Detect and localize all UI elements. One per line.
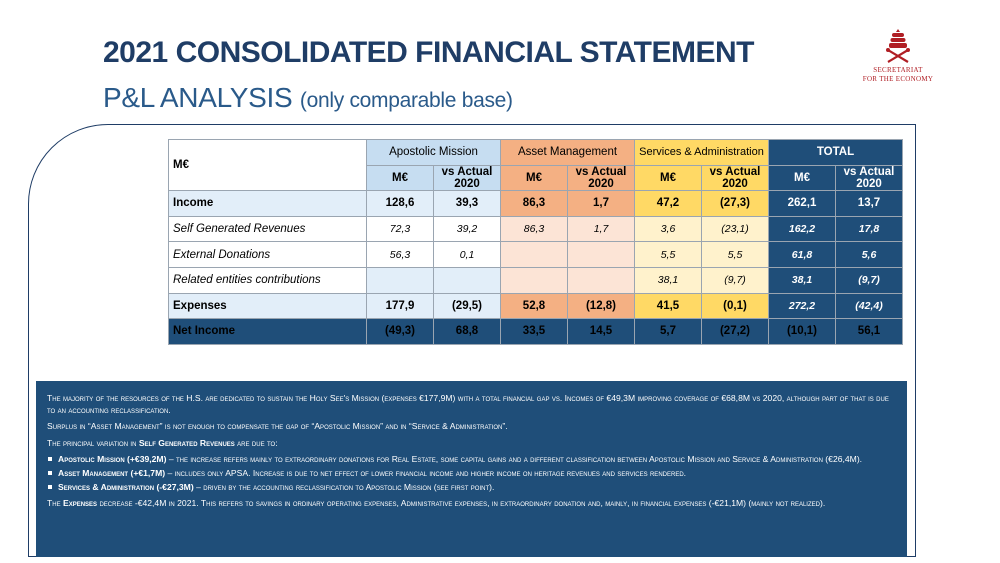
cell: 47,2 xyxy=(635,191,702,217)
cell: 162,2 xyxy=(769,216,836,242)
note-text: The principal variation in xyxy=(47,437,139,448)
cell: 33,5 xyxy=(501,319,568,345)
col-asset-vs: vs Actual 2020 xyxy=(568,165,635,191)
cell: 61,8 xyxy=(769,242,836,268)
page-subtitle xyxy=(103,82,513,114)
note-text: – includes only APSA. Increase is due to net effect of lower financial income and higher income on heritage revenues and services rendered. xyxy=(165,468,687,479)
cell: 56,1 xyxy=(836,319,903,345)
cell: (9,7) xyxy=(836,267,903,293)
corner-label: M€ xyxy=(169,140,367,191)
cell: 17,8 xyxy=(836,216,903,242)
table-row xyxy=(169,293,903,319)
cell: 41,5 xyxy=(635,293,702,319)
group-total: TOTAL xyxy=(769,140,903,166)
cell: 39,2 xyxy=(434,216,501,242)
cell: (27,2) xyxy=(702,319,769,345)
cell: 86,3 xyxy=(501,216,568,242)
cell: 39,3 xyxy=(434,191,501,217)
cell: 272,2 xyxy=(769,293,836,319)
papal-tiara-keys-emblem-icon xyxy=(883,28,913,64)
cell: 68,8 xyxy=(434,319,501,345)
cell xyxy=(501,242,568,268)
cell: (29,5) xyxy=(434,293,501,319)
cell: 5,6 xyxy=(836,242,903,268)
subtitle-note: (only comparable base) xyxy=(299,89,513,112)
cell: 1,7 xyxy=(568,191,635,217)
note-paragraph: Surplus in “Asset Management” is not enough to compensate the gap of “Apostolic Mission” and in “Service & Administration”. xyxy=(47,421,508,432)
note-text: are due to: xyxy=(234,437,278,448)
logo-line2: FOR THE ECONOMY xyxy=(862,75,934,83)
cell xyxy=(501,267,568,293)
cell xyxy=(367,267,434,293)
cell: 5,5 xyxy=(635,242,702,268)
cell: 262,1 xyxy=(769,191,836,217)
cell: 72,3 xyxy=(367,216,434,242)
note-bold: Self Generated Revenues xyxy=(138,437,235,448)
note-bullets xyxy=(47,453,896,494)
table-row xyxy=(169,242,903,268)
table-row xyxy=(169,216,903,242)
cell: (9,7) xyxy=(702,267,769,293)
cell: 56,3 xyxy=(367,242,434,268)
cell: 1,7 xyxy=(568,216,635,242)
note-bold: Asset Management (+€1,7M) xyxy=(58,468,166,479)
group-asset-management: Asset Management xyxy=(501,140,635,166)
note-bold: Services & Administration (-€27,3M) xyxy=(58,482,194,493)
table-row xyxy=(169,267,903,293)
row-label: External Donations xyxy=(169,242,367,268)
cell: 14,5 xyxy=(568,319,635,345)
note-text: – the increase refers mainly to extraordinary donations for Real Estate, some capital gains and a different classification between Apostolic Mission and Service & Administration (€26,4M). xyxy=(166,453,863,464)
col-total-vs: vs Actual 2020 xyxy=(836,165,903,191)
group-apostolic-mission: Apostolic Mission xyxy=(367,140,501,166)
cell: (27,3) xyxy=(702,191,769,217)
list-item xyxy=(47,481,896,493)
cell: 128,6 xyxy=(367,191,434,217)
cell: 52,8 xyxy=(501,293,568,319)
cell: (10,1) xyxy=(769,319,836,345)
cell: 38,1 xyxy=(635,267,702,293)
cell: 5,5 xyxy=(702,242,769,268)
cell: (0,1) xyxy=(702,293,769,319)
cell: (42,4) xyxy=(836,293,903,319)
cell: 86,3 xyxy=(501,191,568,217)
list-item xyxy=(47,467,896,479)
col-total-m: M€ xyxy=(769,165,836,191)
col-apostolic-m: M€ xyxy=(367,165,434,191)
note-bold: Expenses xyxy=(62,498,98,509)
secretariat-logo xyxy=(858,28,938,84)
note-paragraph xyxy=(47,497,896,509)
table-row xyxy=(169,191,903,217)
col-services-m: M€ xyxy=(635,165,702,191)
subtitle-main: P&L ANALYSIS xyxy=(103,82,293,113)
col-services-vs: vs Actual 2020 xyxy=(702,165,769,191)
commentary-box xyxy=(36,381,907,557)
cell: (23,1) xyxy=(702,216,769,242)
list-item xyxy=(47,453,896,465)
table-row-net-income xyxy=(169,319,903,345)
note-text: – driven by the accounting reclassification to Apostolic Mission (see first point). xyxy=(193,482,495,493)
cell: 177,9 xyxy=(367,293,434,319)
cell xyxy=(568,267,635,293)
cell: (49,3) xyxy=(367,319,434,345)
col-asset-m: M€ xyxy=(501,165,568,191)
cell: 5,7 xyxy=(635,319,702,345)
note-text: decrease -€42,4M in 2021. This refers to savings in ordinary operating expenses, Administrative expenses, in extraordinary donation and, mainly, in financial expenses (-€21,1M) (mainly not realized). xyxy=(97,498,826,509)
row-label: Net Income xyxy=(169,319,367,345)
note-text: The xyxy=(47,498,63,509)
row-label: Income xyxy=(169,191,367,217)
note-paragraph: The majority of the resources of the H.S. are dedicated to sustain the Holy See's Mission (expenses €177,9M) with a total financial gap vs. Incomes of €49,3M improving coverage of €68,8M vs 2020, although part of that is due to an accounting reclassification. xyxy=(47,393,889,416)
cell xyxy=(434,267,501,293)
page-title: 2021 CONSOLIDATED FINANCIAL STATEMENT xyxy=(103,36,754,69)
cell: (12,8) xyxy=(568,293,635,319)
note-bold: Apostolic Mission (+€39,2M) xyxy=(58,453,167,464)
note-paragraph xyxy=(47,437,896,449)
cell xyxy=(568,242,635,268)
cell: 13,7 xyxy=(836,191,903,217)
row-label: Self Generated Revenues xyxy=(169,216,367,242)
row-label: Expenses xyxy=(169,293,367,319)
cell: 3,6 xyxy=(635,216,702,242)
col-apostolic-vs: vs Actual 2020 xyxy=(434,165,501,191)
row-label: Related entities contributions xyxy=(169,267,367,293)
logo-line1: SECRETARIAT xyxy=(873,66,923,74)
group-services-administration: Services & Administration xyxy=(635,140,769,166)
cell: 38,1 xyxy=(769,267,836,293)
pl-table xyxy=(168,139,903,345)
cell: 0,1 xyxy=(434,242,501,268)
